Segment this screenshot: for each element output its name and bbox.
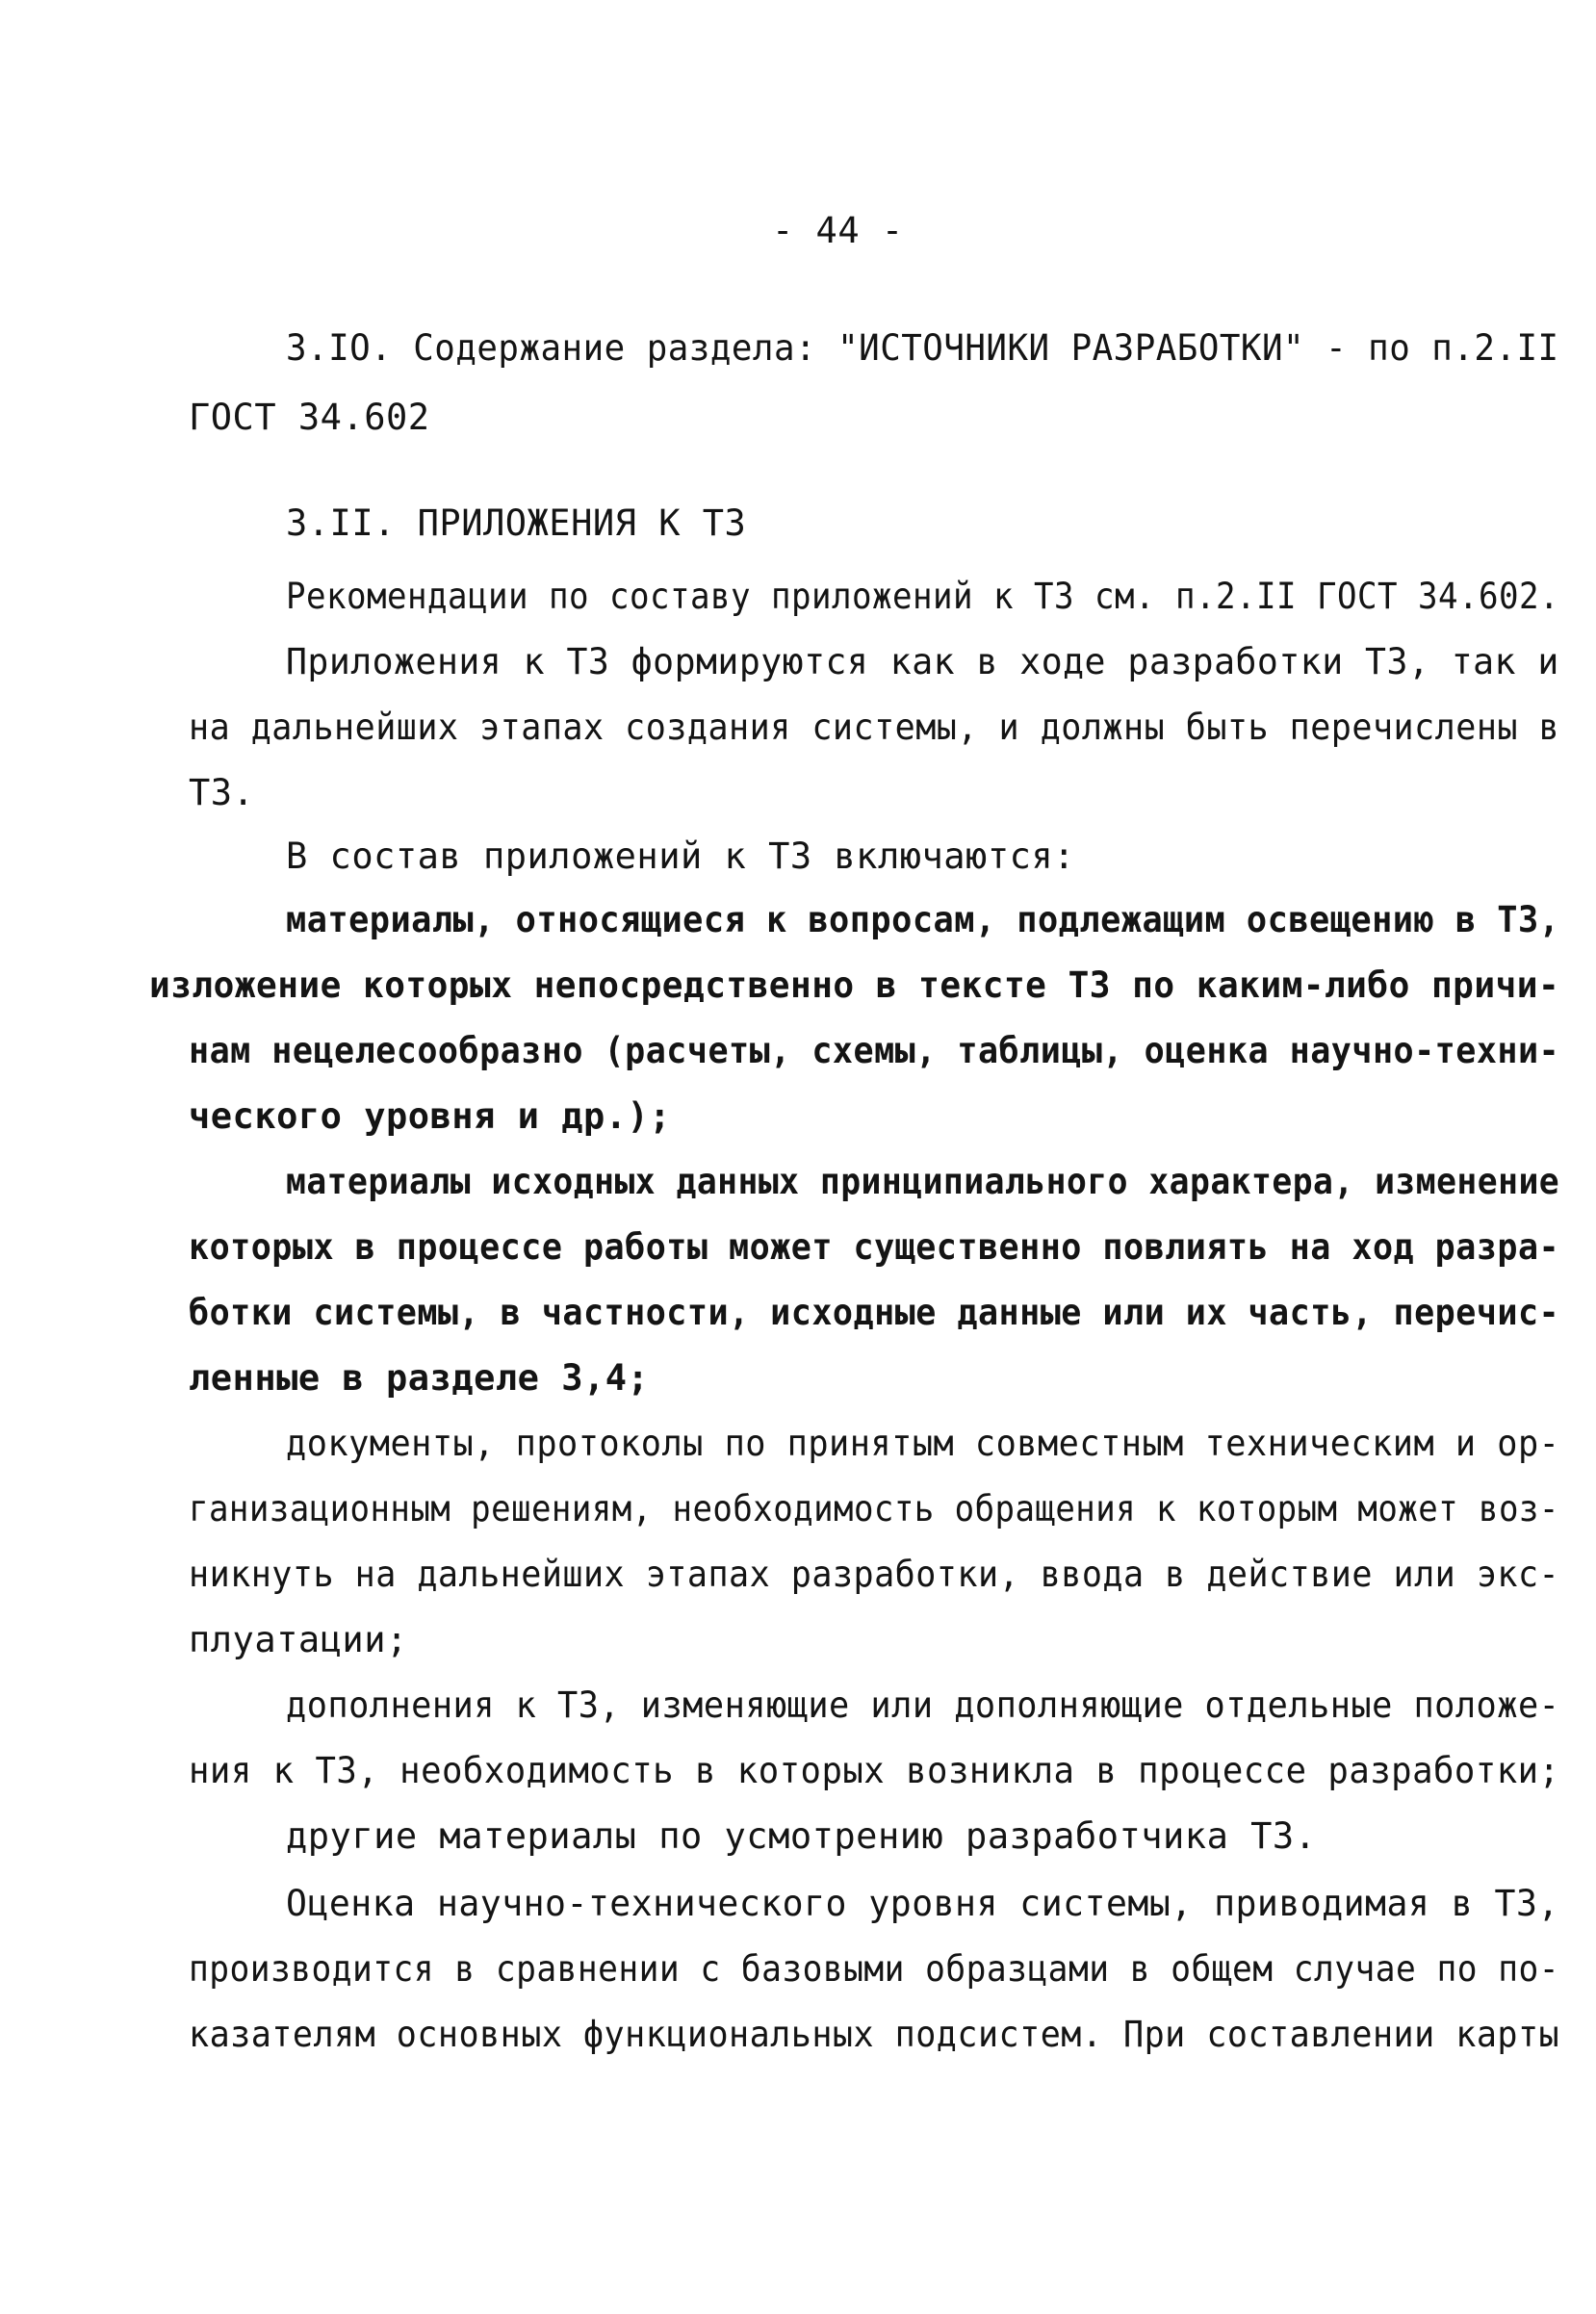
list-item-3-line-1: документы, протоколы по принятым совместным техническим и ор- <box>286 1423 1560 1464</box>
section-3-10-line-1: 3.IO. Содержание раздела: "ИСТОЧНИКИ РАЗРАБОТКИ" - по п.2.II <box>286 327 1559 369</box>
appendix-list-intro: В состав приложений к ТЗ включаются: <box>286 836 1075 877</box>
list-item-4-line-1: дополнения к ТЗ, изменяющие или дополняющие отдельные положе- <box>286 1684 1560 1726</box>
list-item-3-line-3: никнуть на дальнейших этапах разработки, ввода в действие или экс- <box>189 1554 1560 1595</box>
list-item-4-line-2: ния к ТЗ, необходимость в которых возникла в процессе разработки; <box>189 1750 1560 1791</box>
list-item-2-line-2: которых в процессе работы может существенно повлиять на ход разра- <box>189 1226 1560 1268</box>
list-item-1-line-4: ческого уровня и др.); <box>189 1095 672 1137</box>
recommendation-paragraph: Рекомендации по составу приложений к ТЗ см. п.2.II ГОСТ 34.602. <box>286 576 1559 617</box>
section-3-10-line-2: ГОСТ 34.602 <box>189 397 430 438</box>
formed-paragraph-line-3: ТЗ. <box>189 772 255 813</box>
list-item-3-line-4: плуатации; <box>189 1619 408 1660</box>
list-item-1-line-2: изложение которых непосредственно в тексте ТЗ по каким-либо причи- <box>149 964 1560 1006</box>
list-item-2-line-1: материалы исходных данных принципиального характера, изменение <box>286 1161 1560 1202</box>
list-item-2-line-4: ленные в разделе 3,4; <box>189 1357 650 1399</box>
assessment-paragraph-line-2: производится в сравнении с базовыми образцами в общем случае по по- <box>189 1948 1560 1990</box>
assessment-paragraph-line-1: Оценка научно-технического уровня системы, приводимая в ТЗ, <box>286 1883 1559 1924</box>
list-item-5: другие материалы по усмотрению разработчика ТЗ. <box>286 1815 1317 1857</box>
formed-paragraph-line-2: на дальнейших этапах создания системы, и должны быть перечислены в <box>189 707 1560 748</box>
page-number: - 44 - <box>772 210 904 251</box>
assessment-paragraph-line-3: казателям основных функциональных подсистем. При составлении карты <box>189 2014 1560 2055</box>
list-item-1-line-1: материалы, относящиеся к вопросам, подлежащим освещению в ТЗ, <box>286 899 1560 940</box>
list-item-2-line-3: ботки системы, в частности, исходные данные или их часть, перечис- <box>189 1292 1560 1333</box>
section-3-11-heading: 3.II. ПРИЛОЖЕНИЯ К ТЗ <box>286 502 747 544</box>
list-item-1-line-3: нам нецелесообразно (расчеты, схемы, таблицы, оценка научно-техни- <box>189 1030 1560 1071</box>
formed-paragraph-line-1: Приложения к ТЗ формируются как в ходе разработки ТЗ, так и <box>286 641 1559 682</box>
list-item-3-line-2: ганизационным решениям, необходимость обращения к которым может воз- <box>189 1488 1559 1530</box>
